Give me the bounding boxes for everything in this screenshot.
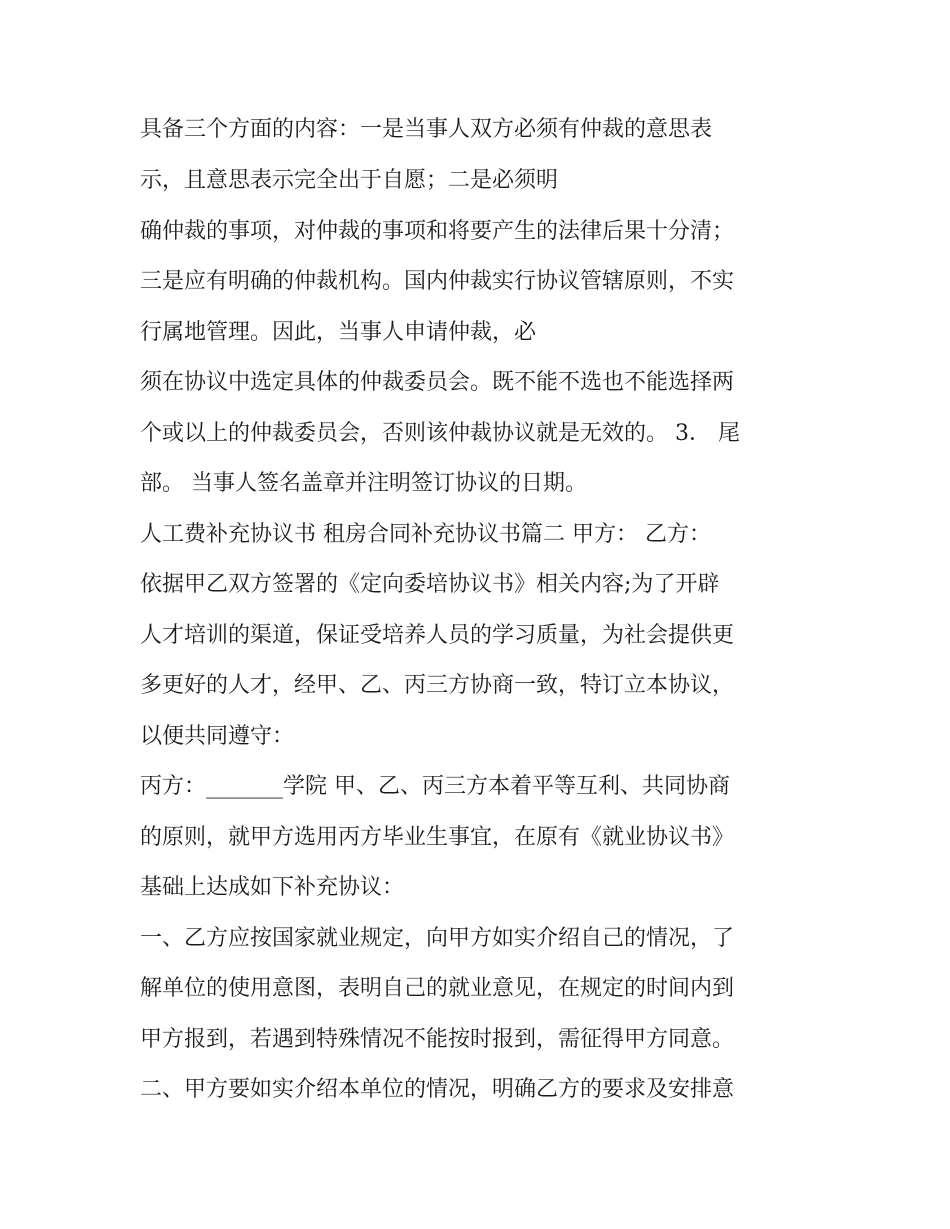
text-line: 的原则，就甲方选用丙方毕业生事宜，在原有《就业协议书》 [140, 825, 735, 850]
text-line: 个或以上的仲裁委员会，否则该仲裁协议就是无效的。 3． 尾 [140, 421, 740, 446]
text-line: 甲方报到，若遇到特殊情况不能按时报到，需征得甲方同意。 [140, 1027, 735, 1052]
text-line: 人才培训的渠道，保证受培养人员的学习质量，为社会提供更 [140, 623, 735, 648]
text-line: 行属地管理。因此，当事人申请仲裁，必 [140, 320, 537, 345]
text-line: 人工费补充协议书 租房合同补充协议书篇二 甲方： 乙方： [140, 522, 711, 547]
text-line: 多更好的人才，经甲、乙、丙三方协商一致，特订立本协议， [140, 673, 735, 698]
text-line: 一、乙方应按国家就业规定，向甲方如实介绍自己的情况，了 [140, 926, 735, 951]
text-line: 确仲裁的事项，对仲裁的事项和将要产生的法律后果十分清； [140, 219, 735, 244]
text-line: 部。 当事人签名盖章并注明签订协议的日期。 [140, 471, 587, 496]
text-line: 三是应有明确的仲裁机构。国内仲裁实行协议管辖原则，不实 [140, 269, 735, 294]
text-line: 基础上达成如下补充协议： [140, 875, 405, 900]
text-line: 二、甲方要如实介绍本单位的情况，明确乙方的要求及安排意 [140, 1077, 735, 1102]
text-line: 依据甲乙双方签署的《定向委培协议书》相关内容;为了开辟 [140, 572, 720, 597]
text-line: 解单位的使用意图，表明自己的就业意见，在规定的时间内到 [140, 976, 735, 1001]
text-line: 丙方：_______学院 甲、乙、丙三方本着平等互利、共同协商 [140, 774, 730, 799]
text-line: 示，且意思表示完全出于自愿；二是必须明 [140, 168, 559, 193]
text-line: 须在协议中选定具体的仲裁委员会。既不能不选也不能选择两 [140, 370, 735, 395]
text-line: 以便共同遵守： [140, 724, 295, 749]
text-line: 具备三个方面的内容：一是当事人双方必须有仲裁的意思表 [140, 117, 713, 142]
